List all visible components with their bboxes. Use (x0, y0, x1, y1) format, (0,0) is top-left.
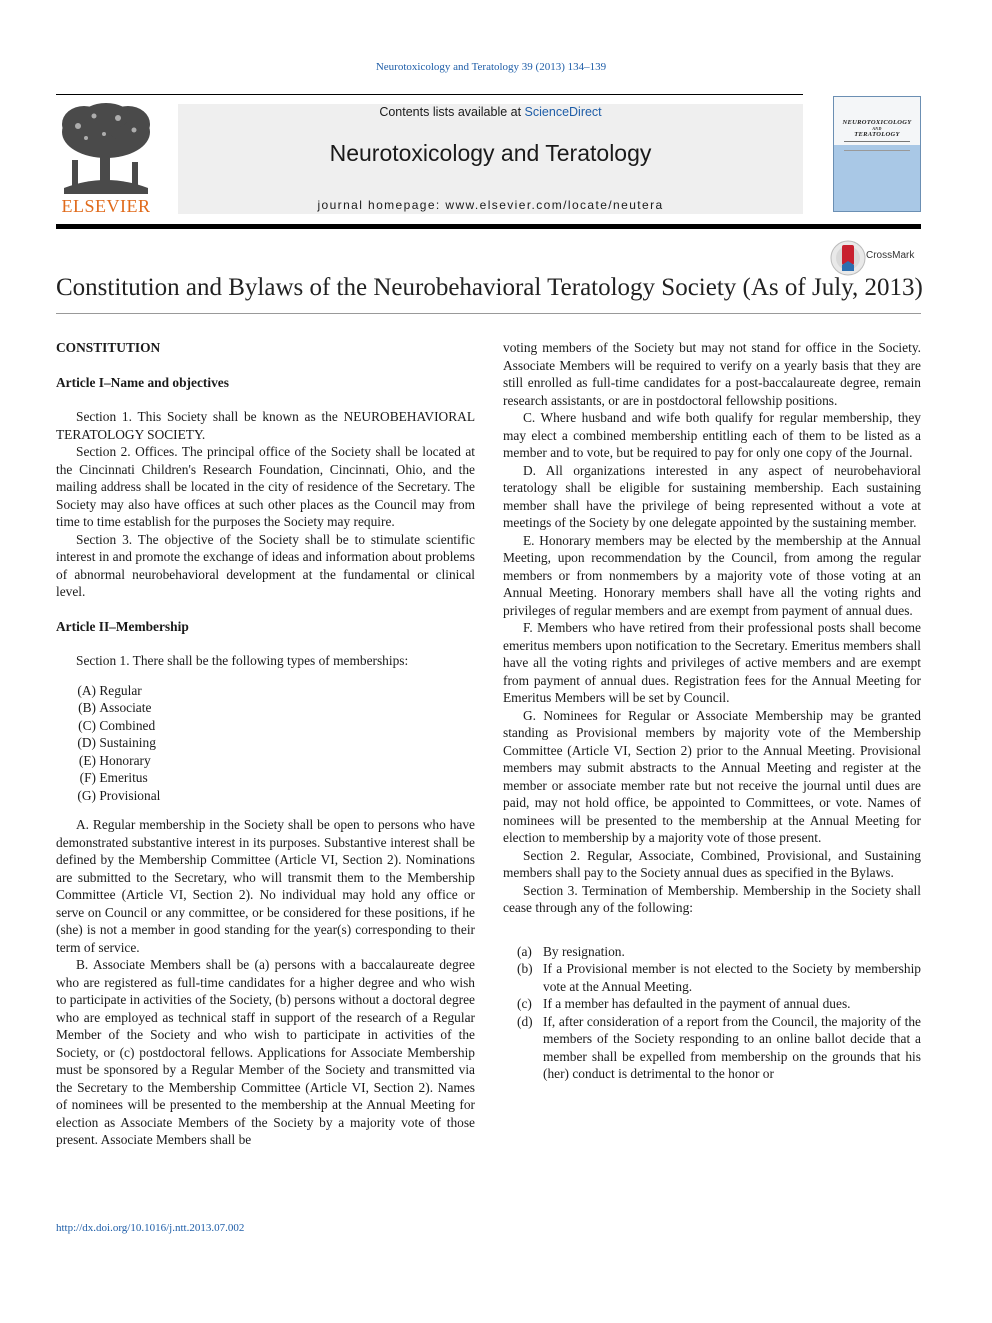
journal-homepage[interactable]: journal homepage: www.elsevier.com/locate/neutera (317, 198, 664, 212)
list-label: (c) (517, 996, 532, 1011)
article-title: Constitution and Bylaws of the Neurobehavioral Teratology Society (As of July, 2013) (56, 274, 923, 301)
list-label: (d) (517, 1013, 533, 1029)
list-label: (F) (79, 770, 96, 785)
list-item (503, 943, 921, 961)
list-item (68, 734, 475, 752)
journal-citation-link[interactable]: Neurotoxicology and Teratology 39 (2013) 134–139 (375, 61, 607, 73)
list-text: Associate (99, 700, 152, 715)
list-label: (C) (78, 717, 96, 733)
contents-availability (178, 105, 803, 119)
journal-cover-thumbnail[interactable] (833, 96, 921, 212)
list-text: Emeritus (99, 770, 148, 785)
termination-list (503, 943, 921, 1083)
left-column (56, 339, 475, 1149)
list-text: If, after consideration of a report from the Council, the majority of the members of the Society responding to an online ballot decide that a member shall be expelled from membership on the grounds that his (her) conduct is detrimental to the honor or (543, 1013, 921, 1081)
membership-types-list (56, 682, 475, 805)
list-text: Provisional (99, 787, 161, 803)
crossmark-label[interactable]: CrossMark (866, 250, 915, 261)
crossmark-icon[interactable] (830, 240, 866, 276)
list-text: By resignation. (543, 943, 625, 959)
paragraph: E. Honorary members may be elected by the membership at the Annual Meeting, upon recommendation by the Council, from among the regular members or from nonmembers by a majority vote of those voting at an Annual Meeting. Honorary members shall have all the voting rights and privileges of regular members and are exempt from payment of annual dues. (503, 532, 921, 618)
list-item (503, 1013, 921, 1083)
list-text: Combined (99, 717, 156, 733)
list-item (68, 682, 475, 700)
paragraph: Section 2. Regular, Associate, Combined, Provisional, and Sustaining members shall pay to the Society annual dues as specified in the Bylaws. (503, 847, 921, 880)
list-label: (A) (77, 682, 96, 698)
elsevier-wordmark: ELSEVIER (61, 196, 151, 216)
paragraph: A. Regular membership in the Society shall be open to persons who have demonstrated substantive interest in its purposes. Substantive interest shall be defined by the Membership Committee (Article VI, Section 2). Nominations are submitted to the Secretary, who will transmit them to the Membership Committee (Article VI, Section 2). No individual may hold any office or serve on Council or any committee, or be considered for these positions, if he (she) is not a member in good standing for the year(s) corresponding to their term of service. (56, 817, 475, 955)
paragraph: B. Associate Members shall be (a) persons with a baccalaureate degree who are registered as full-time candidates for a higher degree and who wish to participate in activities of the Society, (b) persons without a doctoral degree who are employed as technical staff in support of the research of a Regular Member of the Society and who wish to participate in activities of the Society, or (c) postdoctoral fellows. Applications for Associate Membership must be sponsored by a Regular Member of the Society and transmitted via the Secretary to the Membership Committee (Article VI, Section 2). Names of nominees will be presented to the membership at the Annual Meeting for election as Associate Members of the Society by a majority vote of those present. Associate Members shall be (56, 957, 475, 1147)
contents-prefix: Contents lists available at (379, 105, 525, 119)
article-heading: Article II–Membership (56, 618, 189, 634)
cover-rule-lines (844, 141, 910, 151)
list-item (503, 995, 921, 1013)
list-text: Regular (99, 682, 142, 698)
list-label: (b) (517, 961, 533, 976)
sciencedirect-link[interactable]: ScienceDirect (524, 105, 602, 119)
section-heading: CONSTITUTION (56, 340, 161, 355)
cover-title-line: NEUROTOXICOLOGY (842, 119, 912, 126)
journal-title: Neurotoxicology and Teratology (329, 140, 652, 166)
header-thick-rule (56, 224, 921, 229)
paragraph: Section 3. The objective of the Society shall be to stimulate scientific interest in and promote the exchange of ideas and information about problems of abnormal neurobehavioral development at the fundamental or clinical level. (56, 531, 475, 599)
paragraph: voting members of the Society but may not stand for office in the Society. Associate Members will be required to verify on a yearly basis that they are still enrolled as full-time candidates for a post-baccalaureate degree, remain research assistants, or are in postdoctoral fellowship positions. (503, 340, 921, 408)
cover-title-line: TERATOLOGY (854, 131, 900, 138)
list-text: Sustaining (99, 735, 156, 750)
article-heading: Article I–Name and objectives (56, 374, 229, 390)
paragraph: Section 3. Termination of Membership. Membership in the Society shall cease through any of the following: (503, 882, 921, 915)
paragraph: G. Nominees for Regular or Associate Membership may be granted standing as Provisional members by majority vote of the Membership Committee (Article VI, Section 2) prior to the Annual Meeting. Provisional members may submit abstracts to the Annual Meeting and register at the member or associate member rate but not receive the journal until dues are paid, may not hold office, be appointed to Committees, or vote. Names of nominees will be presented to the membership at the Annual Meeting for election to membership by a majority vote of those present. (503, 707, 921, 845)
list-label: (E) (78, 752, 96, 768)
paragraph: Section 1. There shall be the following types of memberships: (76, 653, 409, 668)
cover-title (834, 119, 920, 138)
list-text: If a member has defaulted in the payment of annual dues. (543, 996, 851, 1011)
list-label: (G) (77, 787, 96, 803)
paragraph: C. Where husband and wife both qualify for regular membership, they may elect a combined membership entitling each of them to be listed as a member and to vote, but be required to pay for only one copy of the Journal. (503, 410, 921, 460)
list-text: Honorary (99, 752, 151, 768)
list-label: (B) (78, 700, 96, 715)
paragraph: Section 2. Offices. The principal office of the Society shall be located at the Cincinnati Children's Research Foundation, Cincinnati, Ohio, and the mailing address shall be located in the city of residence of the Secretary. The Society may also have offices at such other places as the Council may from time to time establish for the purposes the Society may require. (56, 444, 475, 529)
list-item (503, 960, 921, 995)
cover-title-line: AND (872, 126, 882, 131)
list-text: If a Provisional member is not elected to the Society by membership vote at the Annual Meeting. (543, 961, 921, 994)
doi-link[interactable]: http://dx.doi.org/10.1016/j.ntt.2013.07.002 (56, 1222, 245, 1234)
list-item (68, 717, 475, 735)
right-column (503, 339, 921, 1083)
list-item (68, 787, 475, 805)
list-item (68, 752, 475, 770)
list-item (68, 769, 475, 787)
paragraph: Section 1. This Society shall be known as the NEUROBEHAVIORAL TERATOLOGY SOCIETY. (56, 409, 475, 442)
header-top-rule (56, 94, 803, 95)
list-item (68, 699, 475, 717)
title-rule (56, 313, 921, 314)
list-label: (a) (517, 943, 532, 959)
paragraph: D. All organizations interested in any aspect of neurobehavioral teratology shall be eligible for sustaining membership. Each sustaining member shall have the privilege of being represented without a vote at meetings of the Society by one delegate appointed by the sustaining member. (503, 462, 921, 530)
paragraph: F. Members who have retired from their professional posts shall become emeritus members upon notification to the Secretary. Emeritus members shall have all the voting rights and privileges of active members and are exempt from payment of annual dues. Registration fees for the Annual Meeting for Emeritus Members will be set by Council. (503, 620, 921, 705)
list-label: (D) (77, 735, 96, 750)
